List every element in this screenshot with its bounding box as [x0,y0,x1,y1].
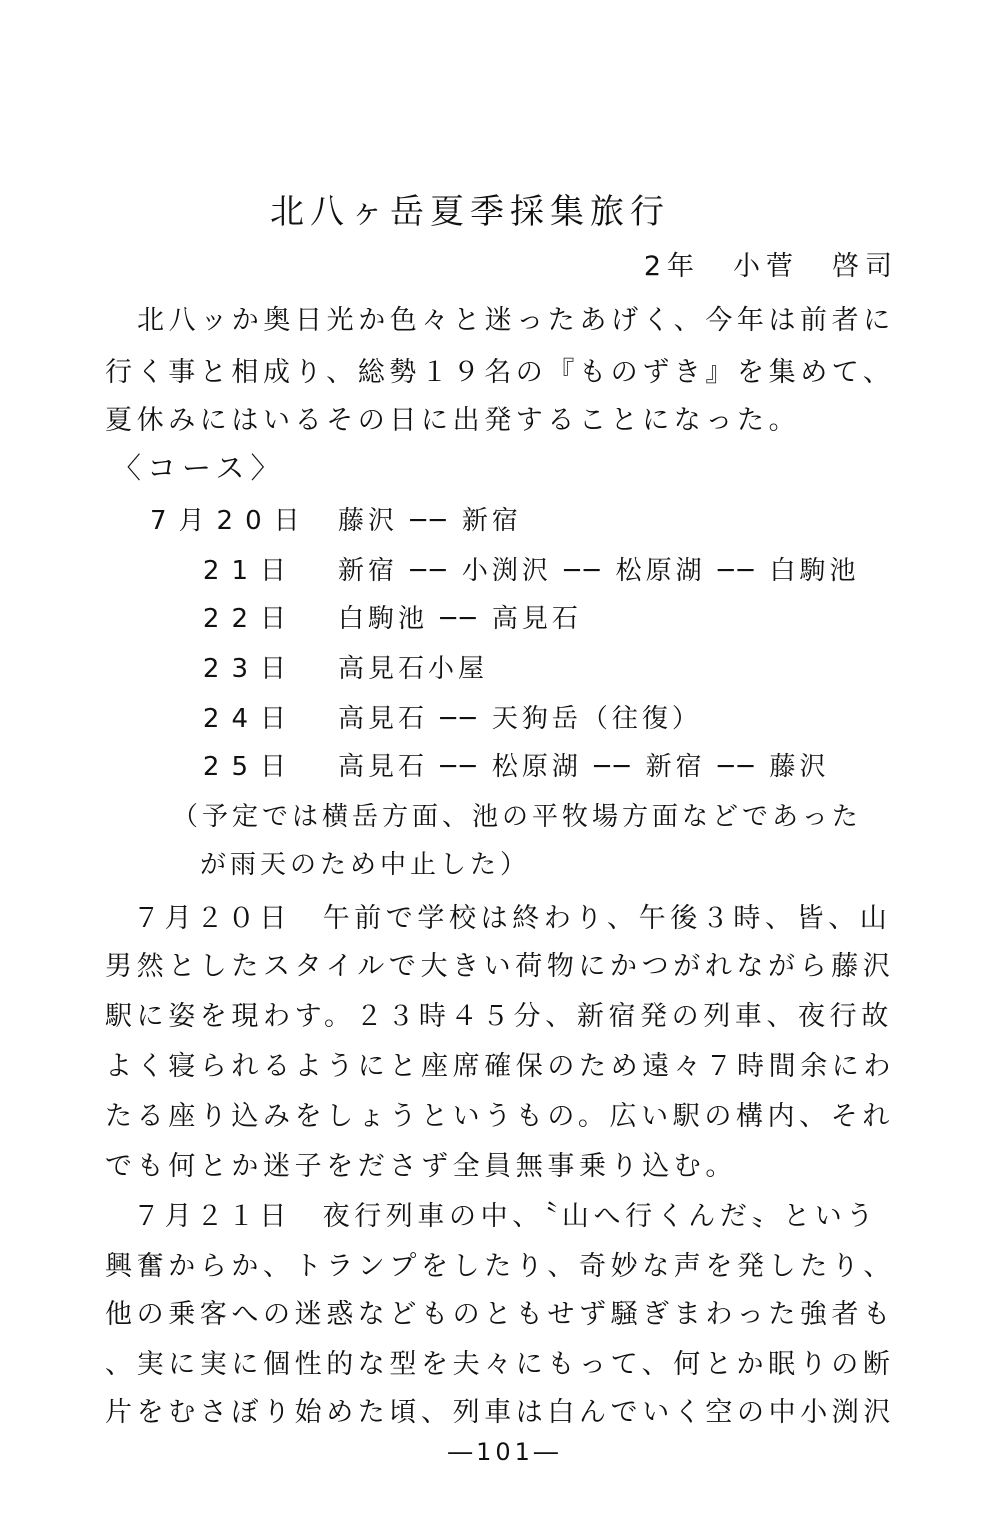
schedule-note: （予定では横岳方面、池の平牧場方面などであった [172,802,862,832]
body-line: 男然としたスタイルで大きい荷物にかつがれながら藤沢 [105,951,895,982]
schedule-route: 新宿 ── 小渕沢 ── 松原湖 ── 白駒池 [338,556,860,586]
schedule-date: 24日 [202,704,298,734]
body-line: 片をむさぼり始めた頃、列車は白んでいく空の中小渕沢 [105,1397,895,1428]
body-line: ７月２０日 午前で学校は終わり、午後３時、皆、山 [133,903,892,934]
body-line: よく寝られるようにと座席確保のため遠々７時間余にわ [105,1051,895,1082]
schedule-route: 高見石 ── 天狗岳（往復） [338,704,702,734]
page-title: 北八ヶ岳夏季採集旅行 [270,192,670,232]
schedule-date: 21日 [202,556,298,586]
body-line: 興奮からか、トランプをしたり、奇妙な声を発したり、 [105,1251,895,1282]
intro-line: 夏休みにはいるその日に出発することになった。 [105,405,801,436]
body-line: 他の乗客への迷惑などものともせず騒ぎまわった強者も [105,1299,895,1330]
intro-line: 北八ッか奥日光か色々と迷ったあげく、今年は前者に [137,305,895,336]
intro-line: 行く事と相成り、総勢１９名の『ものずき』を集めて、 [105,357,895,388]
schedule-route: 藤沢 ── 新宿 [338,506,522,536]
schedule-date: 7月20日 [150,506,312,536]
schedule-date: 25日 [202,752,298,782]
body-line: ７月２１日 夜行列車の中、〝山へ行くんだ〟という [133,1201,878,1232]
schedule-route: 高見石小屋 [338,654,489,684]
schedule-date: 23日 [202,654,298,684]
schedule-date: 22日 [202,604,298,634]
body-line: たる座り込みをしょうというもの。広い駅の構内、それ [105,1101,894,1132]
schedule-note: が雨天のため中止した） [200,850,531,880]
author-line: 2年 小菅 啓司 [643,251,898,282]
schedule-route: 高見石 ── 松原湖 ── 新宿 ── 藤沢 [338,752,830,782]
schedule-route: 白駒池 ── 高見石 [338,604,582,634]
body-line: 駅に姿を現わす。２３時４５分、新宿発の列車、夜行故 [105,1001,893,1032]
body-line: 、実に実に個性的な型を夫々にもって、何とか眠りの断 [105,1349,895,1380]
course-heading: 〈コース〉 [112,451,286,485]
body-line: でも何とか迷子をださず全員無事乗り込む。 [105,1151,737,1182]
page-number: ―101― [448,1438,562,1466]
